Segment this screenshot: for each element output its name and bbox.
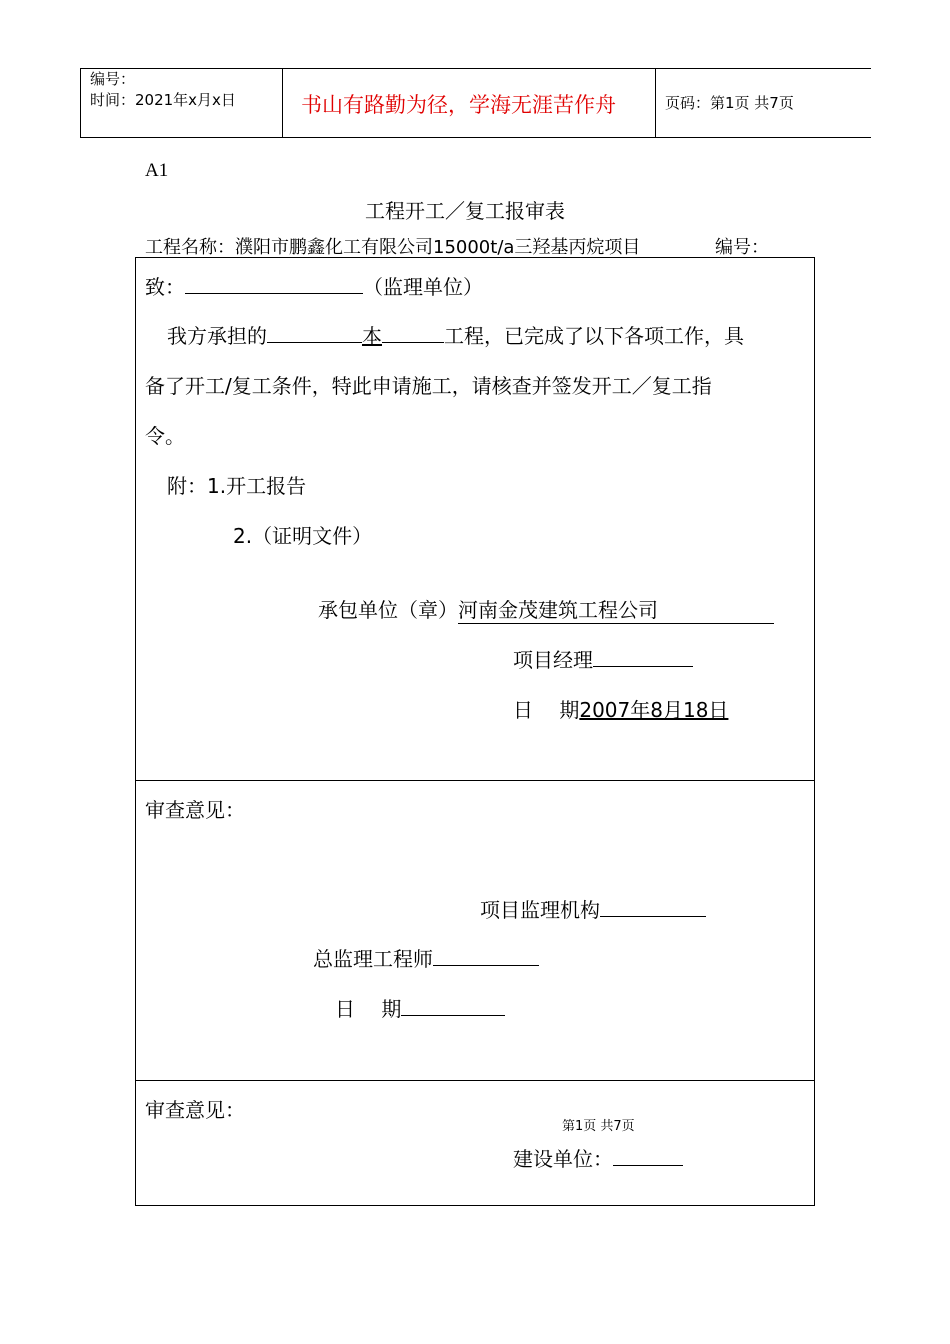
header-divider bbox=[282, 69, 283, 137]
project-fill: 本 bbox=[362, 324, 382, 348]
page-footer-note: 第1页 共7页 bbox=[562, 1119, 635, 1134]
header-page-info: 页码：第1页 共7页 bbox=[665, 94, 794, 112]
form-code: A1 bbox=[145, 160, 169, 181]
supervision-date-label: 日 期 bbox=[335, 997, 402, 1021]
header-time: 时间：2021年x月x日 bbox=[90, 91, 236, 109]
chief-engineer-label: 总监理工程师 bbox=[313, 947, 433, 971]
supervision-org-line bbox=[480, 894, 706, 923]
manager-line bbox=[513, 644, 693, 673]
section-divider bbox=[135, 1080, 815, 1081]
body-line-3: 令。 bbox=[145, 424, 185, 448]
body-suffix: 工程，已完成了以下各项工作，具 bbox=[444, 324, 744, 348]
supervision-org-blank[interactable] bbox=[600, 896, 706, 917]
owner-review-label: 审查意见： bbox=[145, 1098, 245, 1122]
body-line-2: 备了开工/复工条件，特此申请施工，请核查并签发开工／复工指 bbox=[145, 374, 712, 398]
application-date-label: 日 期 bbox=[513, 698, 580, 722]
doc-number-label: 编号： bbox=[715, 237, 769, 258]
supervision-org-label: 项目监理机构 bbox=[480, 898, 600, 922]
manager-blank[interactable] bbox=[593, 646, 693, 667]
supervision-review-label: 审查意见： bbox=[145, 798, 245, 822]
owner-line bbox=[513, 1143, 683, 1172]
addressee-suffix: （监理单位） bbox=[363, 275, 483, 299]
project-blank-left bbox=[267, 322, 362, 343]
contractor-label: 承包单位（章） bbox=[318, 598, 458, 622]
header-motto: 书山有路勤为径，学海无涯苦作舟 bbox=[301, 93, 616, 117]
attachment-1: 附：1.开工报告 bbox=[167, 474, 307, 498]
body-prefix: 我方承担的 bbox=[167, 324, 267, 348]
project-blank-right bbox=[382, 322, 444, 343]
supervision-date-line bbox=[335, 993, 505, 1022]
body-line-1 bbox=[167, 320, 744, 349]
chief-engineer-blank[interactable] bbox=[433, 945, 539, 966]
addressee-line bbox=[145, 271, 483, 300]
application-date-line bbox=[513, 694, 728, 723]
page-title: 工程开工／复工报审表 bbox=[365, 199, 565, 223]
form-table bbox=[135, 257, 815, 1206]
contractor-line bbox=[318, 594, 774, 624]
header-divider bbox=[655, 69, 656, 137]
supervision-date-blank[interactable] bbox=[401, 995, 505, 1016]
application-date-value: 2007年8月18日 bbox=[579, 698, 729, 722]
manager-label: 项目经理 bbox=[513, 648, 593, 672]
contractor-value: 河南金茂建筑工程公司 bbox=[458, 594, 774, 624]
attachment-2: 2.（证明文件） bbox=[233, 524, 373, 548]
addressee-prefix: 致： bbox=[145, 275, 185, 299]
project-name: 工程名称：濮阳市鹏鑫化工有限公司15000t/a三羟基丙烷项目 bbox=[145, 237, 641, 258]
supervision-unit-blank[interactable] bbox=[185, 273, 363, 294]
chief-engineer-line bbox=[313, 943, 539, 972]
owner-blank[interactable] bbox=[613, 1145, 683, 1166]
owner-label: 建设单位： bbox=[513, 1147, 613, 1171]
section-divider bbox=[135, 780, 815, 781]
header-number-label: 编号： bbox=[90, 70, 136, 88]
